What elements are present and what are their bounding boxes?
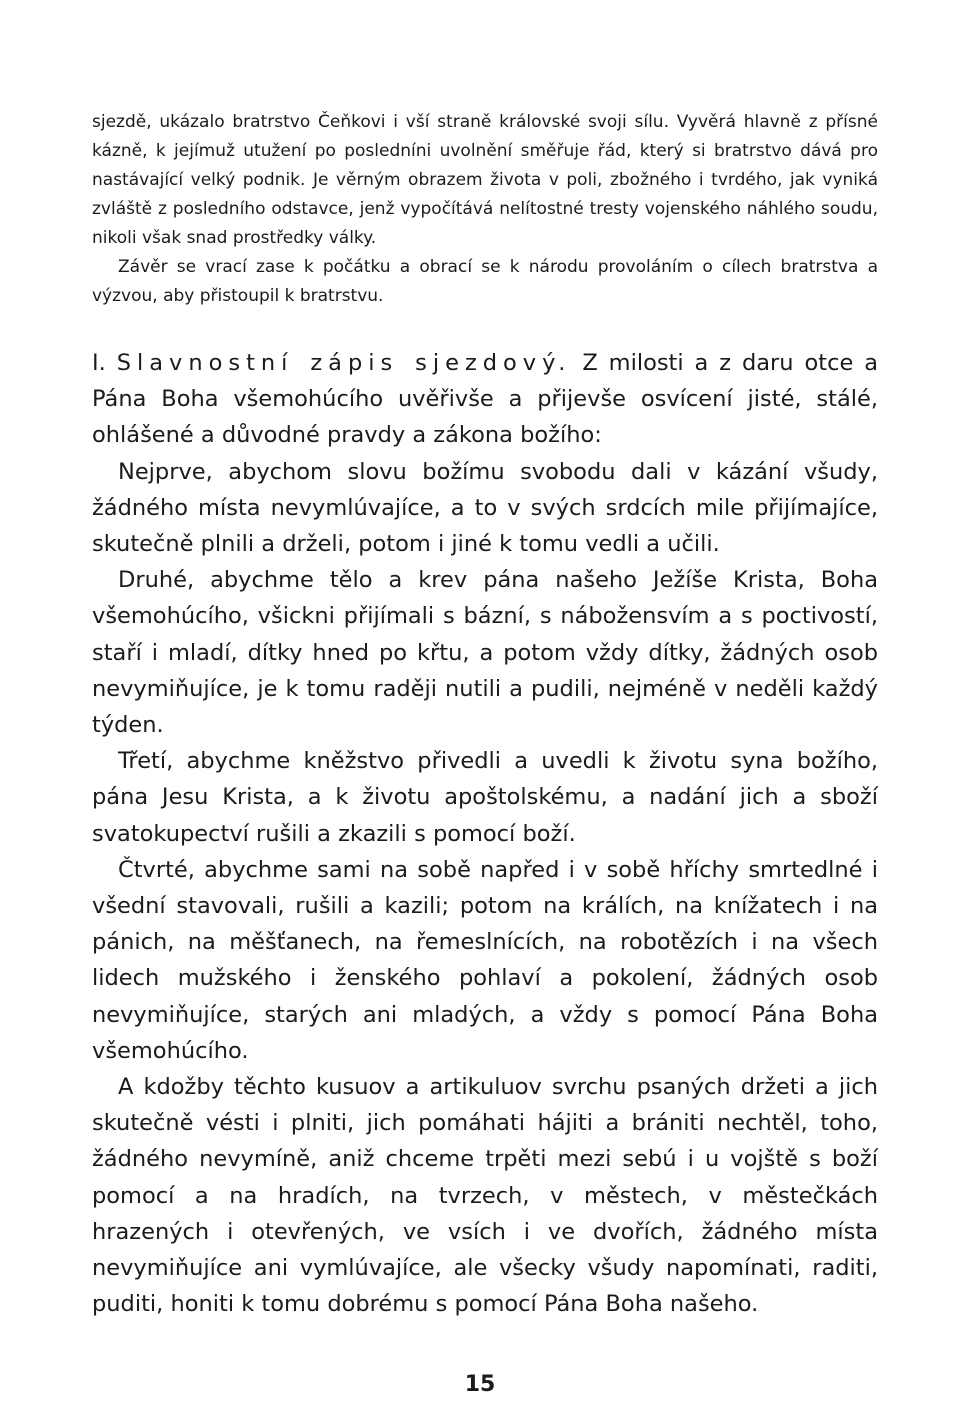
intro-paragraph-1: sjezdě, ukázalo bratrstvo Čeňkovi i vší straně královské svoji sílu. Vyvěrá hlavně z přísné kázně, k jejímuž utužení po posledníni uvolnění směřuje řád, který si bratrstvo dává pro nastávající velký podnik. Je věrným obrazem života v poli, zbožného i tvrdého, jak vyniká zvláště z posledního odstavce, jenž vypočítává nelítostné tresty vojenského náhlého soudu, nikoli však snad prostředky války. bbox=[92, 112, 878, 248]
section-heading: Slavnostní zápis sjezdový. bbox=[116, 350, 572, 376]
article-paragraph-3: Třetí, abychme kněžstvo přivedli a uvedli k životu syna božího, pána Jesu Krista, a k životu apoštolskému, a nadání jich a sboží svatokupectví rušili a zkazili s pomocí boží. bbox=[92, 748, 878, 847]
section-lead-paragraph bbox=[92, 345, 878, 454]
article-paragraph-2: Druhé, abychme tělo a krev pána našeho Ježíše Krista, Boha všemohúcího, všickni přijímali s bázní, s nábožensvím a s poctivostí, staří i mladí, dítky hned po křtu, a potom vždy dítky, žádných osob nevymiňujíce, je k tomu raději nutili a pudili, nejméně v neděli každý týden. bbox=[92, 567, 878, 739]
article-paragraph-5: A kdožby těchto kusuov a artikuluov svrchu psaných držeti a jich skutečně vésti i plniti, jich pomáhati hájiti a brániti nechtěl, toho, žádného nevymíně, aniž chceme trpěti mezi sebú i u vojště s boží pomocí a na hradích, na tvrzech, v městech, v městečkách hrazených i otevřených, ve vsích i ve dvořích, žádného místa nevymiňujíce ani vymlúvajíce, ale všecky všudy napomínati, raditi, puditi, honiti k tomu dobrému s pomocí Pána Boha našeho. bbox=[92, 1074, 878, 1318]
section-number: I. bbox=[92, 350, 106, 376]
page-text-block bbox=[92, 108, 878, 1322]
intro-paragraph-2: Závěr se vrací zase k počátku a obrací se k národu provoláním o cílech bratrstva a výzvou, aby přistoupil k bratrstvu. bbox=[92, 257, 878, 306]
page-number: 15 bbox=[464, 1372, 496, 1397]
article-paragraph-1: Nejprve, abychom slovu božímu svobodu dali v kázání všudy, žádného místa nevymlúvajíce, a to v svých srdcích mile přijímajíce, skutečně plnili a drželi, potom i jiné k tomu vedli a učili. bbox=[92, 458, 878, 558]
section-lead-text: Z milosti a z daru otce a Pána Boha všemohúcího uvěřivše a přijevše osvícení jisté, stálé, ohlášené a důvodné pravdy a zákona božího: bbox=[92, 350, 878, 449]
article-paragraph-4: Čtvrté, abychme sami na sobě napřed i v sobě hříchy smrtedlné i všední stavovali, rušili a kazili; potom na králích, na knížatech i na pánich, na měšťanech, na řemeslnících, na robotězích i na všech lidech mužského i ženského pohlaví a pokolení, žádných osob nevymiňujíce, starých ani mladých, a vždy s pomocí Pána Boha všemohúcího. bbox=[92, 856, 878, 1064]
